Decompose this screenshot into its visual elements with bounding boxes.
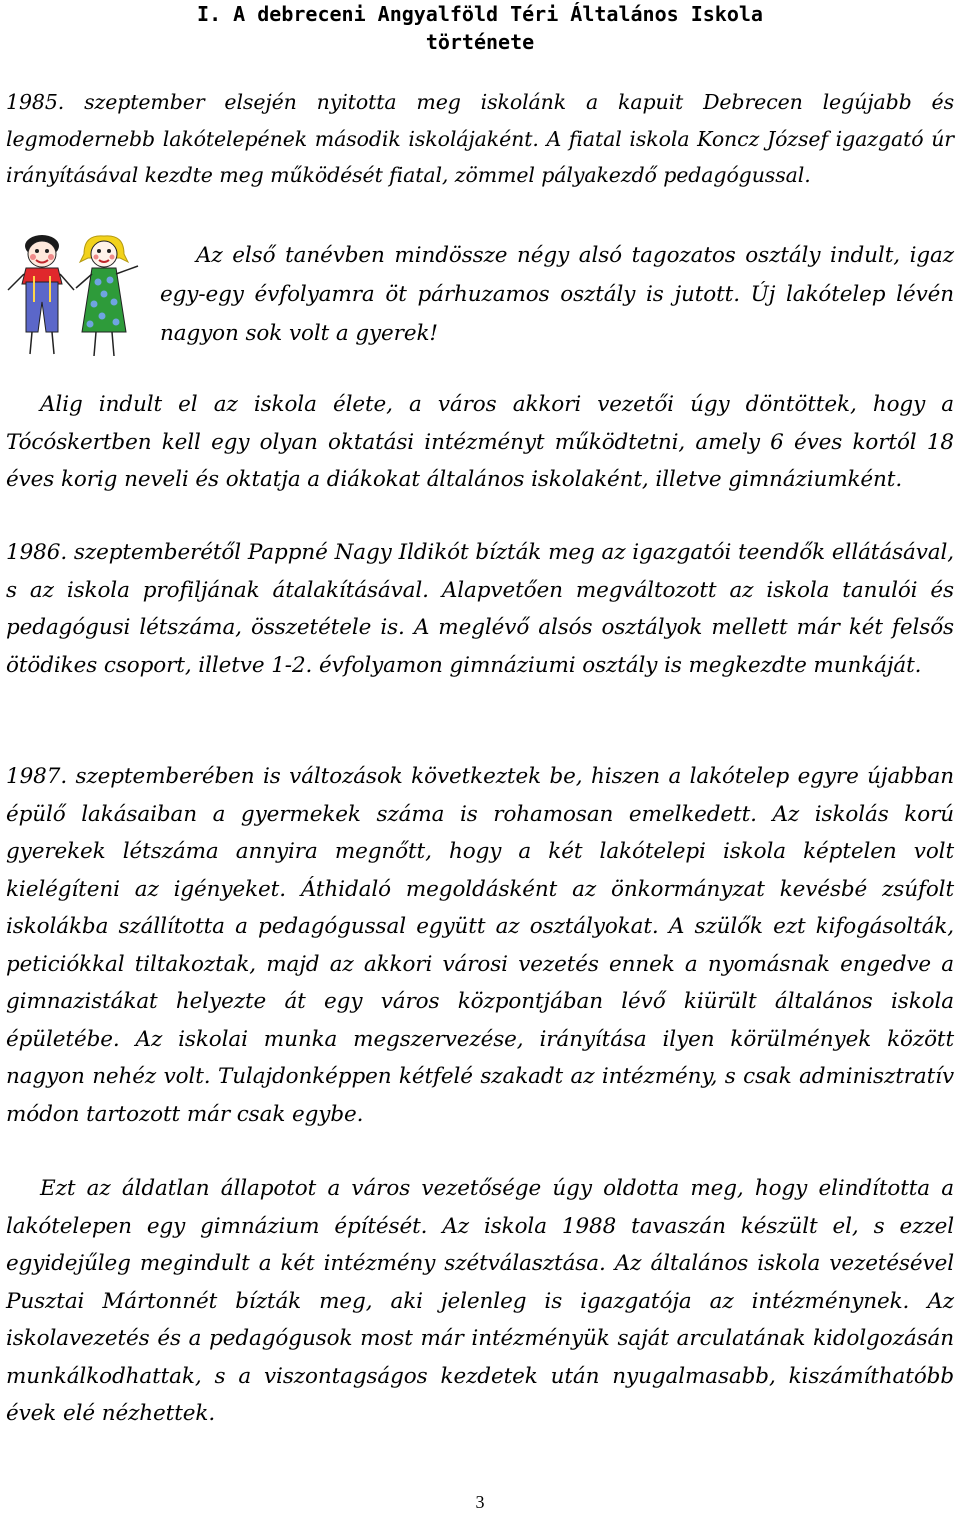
children-drawing-illustration <box>4 232 154 362</box>
page-title-line-2: története <box>425 30 535 54</box>
paragraph-first-school-year: Az első tanévben mindössze négy alsó tagozatos osztály indult, igaz egy-egy évfolyamra öt párhuzamos osztály is jutott. Új lakótelep lévén nagyon sok volt a gyerek! <box>160 243 954 346</box>
paragraph-1987: 1987. szeptemberében is változások következtek be, hiszen a lakótelep egyre újabban épülő lakásaiban a gyermekek száma is rohamosan emelkedett. Az iskolás korú gyerekek létszáma annyira megnőtt, hogy a két lakótelepi iskola képtelen volt kielégíteni az igényeket. Áthidaló megoldásként az önkormányzat kevésbé zsúfolt iskolákba szállította a pedagógussal együtt az osztályokat. A szülők ezt kifogásolták, peticiókkal tiltakoztak, majd az akkori városi vezetés ennek a nyomásnak engedve a gimnazistákat helyezte át egy város központjában lévő kiürült általános iskola épületébe. Az iskolai munka megszervezése, irányítása ilyen körülmények között nagyon nehéz volt. Tulajdonképpen kétfelé szakadt az intézmény, s csak adminisztratív módon tartozott már csak egybe. <box>6 764 954 1127</box>
paragraph-1985: 1985. szeptember elsején nyitotta meg iskolánk a kapuit Debrecen legújabb és legmodernebb lakótelepének második iskolájaként. A fiatal iskola Koncz József igazgató úr irányításával kezdte meg működését fiatal, zömmel pályakezdő pedagógussal. <box>6 90 954 187</box>
boy-figure <box>8 235 74 354</box>
girl-figure <box>76 236 138 356</box>
paragraph-separation: Ezt az áldatlan állapotot a város vezetősége úgy oldotta meg, hogy elindította a lakótelepen egy gimnázium építését. Az iskola 1988 tavaszán készült el, s ezzel egyidejűleg megindult a két intézmény szétválasztása. Az általános iskola vezetésével Pusztai Mártonnét bízták meg, aki jelenleg is igazgatója az intézménynek. Az iskolavezetés és a pedagógusok most már intézményük saját arculatának kidolgozásán munkálkodhattak, s a viszontagságos kezdetek után nyugalmasabb, kiszámíthatóbb évek elé nézhettek. <box>6 1176 954 1426</box>
paragraph-city-decision: Alig indult el az iskola élete, a város akkori vezetői úgy döntöttek, hogy a Tócóskertben kell egy olyan oktatási intézményt működtetni, amely 6 éves kortól 18 éves korig neveli és oktatja a diákokat általános iskolaként, illetve gimnáziumként. <box>6 392 954 492</box>
page-title <box>0 0 960 56</box>
page-title-line-1: I. A debreceni Angyalföld Téri Általános Iskola <box>197 2 763 26</box>
paragraph-1986: 1986. szeptemberétől Pappné Nagy Ildikót bízták meg az igazgatói teendők ellátásával, s az iskola profiljának átalakításával. Alapvetően megváltozott az iskola tanulói és pedagógusi létszáma, összetétele is. A meglévő alsós osztályok mellett már két felsős ötödikes csoport, illetve 1-2. évfolyamon gimnáziumi osztály is megkezdte munkáját. <box>6 540 954 678</box>
page-number: 3 <box>475 1492 485 1512</box>
